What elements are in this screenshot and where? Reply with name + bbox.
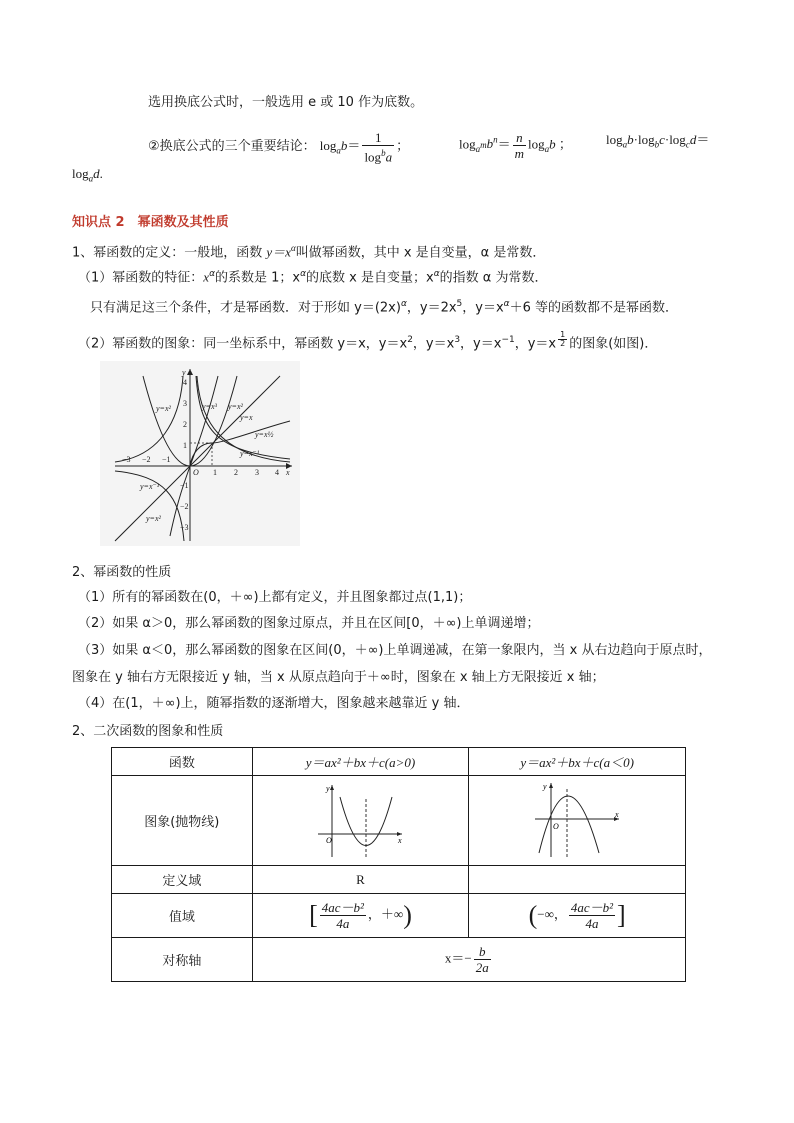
range2-head: −∞，	[537, 906, 567, 922]
svg-text:2: 2	[234, 468, 238, 477]
property-1: （1）所有的幂函数在(0，＋∞)上都有定义，并且图象都过点(1,1)；	[78, 590, 472, 605]
range-a-negative: (−∞， $\frac{\text{4ac－b²}}{4a}$ ]	[469, 894, 686, 938]
definition-line	[72, 238, 545, 263]
domain-value: R	[252, 866, 469, 894]
svg-text:y: y	[543, 781, 547, 791]
graph-desc3: ，y＝x	[460, 336, 502, 352]
parabola-up-cell	[252, 776, 469, 866]
col-head-a-negative: y＝ax²＋bx＋c(a＜0)	[469, 748, 686, 776]
definition-suffix: 叫做幂函数，其中 x 是自变量，α 是常数．	[295, 245, 546, 261]
formula-log-chain-result: $\log_ad$.	[72, 166, 103, 184]
parabola-down-cell	[469, 776, 686, 866]
svg-text:1: 1	[213, 468, 217, 477]
text-line-base-conclusions	[148, 130, 409, 164]
graph-desc1: （2）幂函数的图象：同一坐标系中，幂函数 y＝x，y＝x	[78, 336, 408, 352]
parabola-opening-up	[310, 779, 410, 859]
formula-log-chain: $\log_ab\cdot\log_bc\cdot\log_cd=$	[606, 132, 710, 150]
conditions-text4: ＋6 等的函数都不是幂函数．	[509, 300, 679, 316]
svg-text:4: 4	[275, 468, 279, 477]
range1-numerator: 4ac－b²	[321, 900, 364, 915]
svg-text:y: y	[326, 783, 331, 793]
svg-text:−3: −3	[180, 523, 189, 532]
svg-text:y=x²: y=x²	[228, 402, 243, 411]
range-a-positive: [ $\frac{\text{4ac－b²}}{4a}$ ，＋∞)	[252, 894, 469, 938]
axis-value	[252, 938, 685, 982]
power-function-graph	[100, 361, 300, 546]
svg-text:y=x⁻¹: y=x⁻¹	[140, 482, 160, 491]
definition-prefix: 1、幂函数的定义：一般地，函数	[72, 245, 267, 261]
svg-text:y=x½: y=x½	[255, 430, 274, 439]
svg-text:y=x: y=x	[240, 413, 253, 422]
section-title-power-functions: 知识点 2 幂函数及其性质	[72, 215, 229, 230]
properties-title: 2、幂函数的性质	[72, 565, 172, 580]
range2-numerator: 4ac－b²	[570, 900, 614, 915]
domain-empty	[469, 866, 686, 894]
row-header-axis: 对称轴	[112, 938, 253, 982]
svg-text:O: O	[553, 821, 559, 831]
graph-description-line: （2）幂函数的图象：同一坐标系中，幂函数 y＝x，$y=x^2$，$y=x^3$，$y=x^{-1}$，y＝x $^{\frac{1}{2}}$ 的图象(如图)．	[78, 330, 658, 352]
parabola-opening-down	[527, 779, 627, 859]
features-line: （1）幂函数的特征：$x^\alpha$的系数是 1；$x^\alpha$的底数 x 是自变量；$x^\alpha$的指数 α 为常数．	[78, 269, 548, 286]
range1-tail: ，＋∞	[367, 906, 404, 922]
features-x: x	[203, 269, 210, 285]
svg-text:3: 3	[183, 399, 187, 408]
conditions-line: 只有满足这三个条件，才是幂函数．对于形如 $y=(2x)^\alpha$，$y=2x^5$，$y=x^\alpha+6$ 等的函数都不是幂函数．	[90, 299, 679, 316]
axis-numerator: b	[474, 944, 491, 960]
svg-text:y: y	[182, 368, 186, 377]
formula-log-reciprocal: $\log_ab=$ $\frac{1}{\log^ba}$ ；	[319, 130, 410, 165]
property-2: （2）如果 α＞0，那么幂函数的图象过原点，并且在区间[0，＋∞)上单调递增；	[78, 616, 540, 631]
quadratic-title: 2、二次函数的图象和性质	[72, 724, 224, 739]
svg-text:−2: −2	[142, 455, 151, 464]
definition-alpha: α	[290, 243, 296, 253]
svg-text:−1: −1	[180, 481, 189, 490]
svg-text:y=x²: y=x²	[146, 514, 161, 523]
svg-text:y=x²: y=x²	[156, 404, 171, 413]
svg-text:y=x⁻¹: y=x⁻¹	[240, 449, 260, 458]
row-header-range: 值域	[112, 894, 253, 938]
formula-log-power: $\log_{a^m}b^n=$ $\frac{n}{m}$ $\log_ab$ ；	[459, 130, 572, 161]
range1-denominator: 4a	[336, 916, 350, 931]
property-3: （3）如果 α＜0，那么幂函数的图象在区间(0，＋∞)上单调递减，在第一象限内，当 x 从右边趋向于原点时，	[78, 643, 712, 658]
svg-text:−1: −1	[162, 455, 171, 464]
axis-denominator: 2a	[475, 960, 489, 975]
row-header-domain: 定义域	[112, 866, 253, 894]
axis-prefix: x＝−	[444, 950, 472, 966]
svg-text:−2: −2	[180, 502, 189, 511]
graph-desc4: ，y＝x	[514, 336, 557, 352]
graph-desc2: ，y＝x	[412, 336, 455, 352]
conclusions-label: ②换底公式的三个重要结论：	[148, 139, 316, 155]
svg-text:4: 4	[183, 378, 187, 387]
svg-text:O: O	[193, 468, 199, 477]
conditions-text1: 只有满足这三个条件，才是幂函数．对于形如 y＝(2x)	[90, 300, 401, 316]
svg-text:3: 3	[255, 468, 259, 477]
features-rest1: 的系数是 1；x	[215, 270, 301, 286]
conditions-text2: ，y＝2x	[406, 300, 457, 316]
svg-text:−3: −3	[122, 455, 131, 464]
property-3-continued: 图象在 y 轴右方无限接近 y 轴，当 x 从原点趋向于＋∞时，图象在 x 轴上方无限接近 x 轴；	[72, 670, 605, 685]
svg-text:x: x	[615, 809, 619, 819]
col-head-a-positive: y＝ax²＋bx＋c(a>0)	[252, 748, 469, 776]
svg-text:y=x³: y=x³	[202, 402, 217, 411]
row-header-function: 函数	[112, 748, 253, 776]
definition-func: y＝x	[266, 244, 291, 260]
features-rest3: 的指数 α 为常数．	[439, 270, 548, 286]
row-header-graph: 图象(抛物线)	[112, 776, 253, 866]
conditions-text3: ，y＝x	[462, 300, 504, 316]
range2-denominator: 4a	[585, 916, 599, 931]
svg-text:x: x	[398, 835, 403, 845]
svg-text:x: x	[286, 468, 290, 477]
property-4: （4）在(1，＋∞)上，随幂指数的逐渐增大，图象越来越靠近 y 轴．	[78, 696, 470, 711]
text-line-base-choice: 选用换底公式时，一般选用 e 或 10 作为底数。	[148, 95, 424, 110]
features-rest2: 的底数 x 是自变量；x	[306, 270, 434, 286]
svg-text:O: O	[326, 835, 333, 845]
graph-desc5: 的图象(如图)．	[569, 336, 658, 352]
quadratic-properties-table	[111, 747, 686, 982]
features-label: （1）幂函数的特征：	[78, 270, 204, 286]
svg-text:2: 2	[183, 420, 187, 429]
svg-text:1: 1	[183, 441, 187, 450]
